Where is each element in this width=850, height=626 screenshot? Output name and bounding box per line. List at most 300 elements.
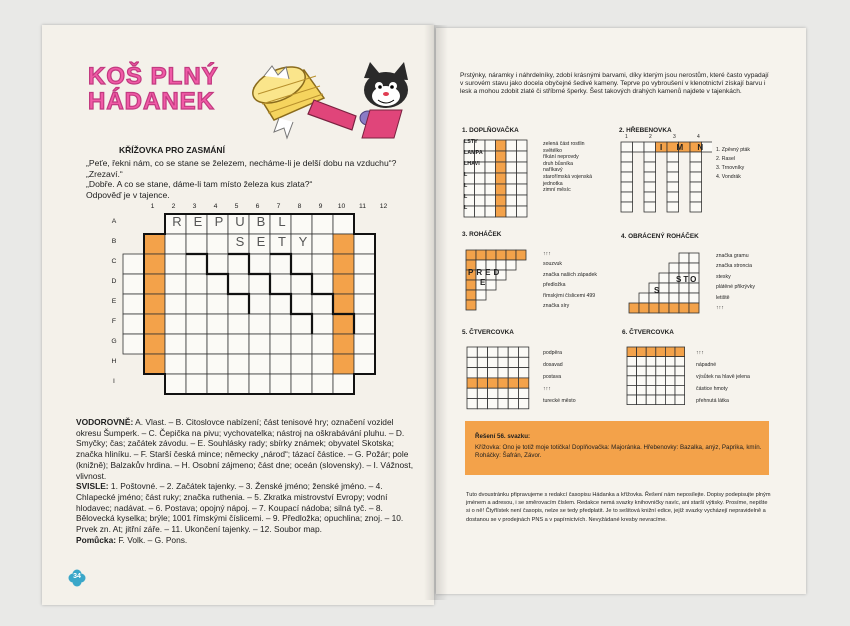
p1-cell[interactable] [517, 162, 528, 173]
p6-cell[interactable] [637, 385, 647, 395]
crossword-cell[interactable] [354, 354, 375, 374]
p1-cell[interactable] [517, 140, 528, 151]
p5-cell[interactable] [498, 399, 508, 409]
crossword-cell[interactable] [186, 254, 207, 274]
p5-cell[interactable] [488, 388, 498, 398]
p6-cell[interactable] [627, 395, 637, 405]
crossword-cell[interactable] [165, 374, 186, 394]
crossword-cell[interactable] [354, 254, 375, 274]
crossword-cell[interactable] [312, 314, 333, 334]
p1-cell[interactable] [506, 140, 517, 151]
crossword-cell[interactable] [270, 294, 291, 314]
p1-cell[interactable] [506, 195, 517, 206]
p6-cell[interactable] [656, 357, 666, 367]
p2-cell[interactable] [644, 172, 656, 182]
p1-cell[interactable] [485, 162, 496, 173]
p5-cell[interactable] [467, 378, 477, 388]
p2-cell[interactable] [690, 152, 702, 162]
p1-cell[interactable] [485, 173, 496, 184]
p2-cell[interactable] [644, 162, 656, 172]
p1-cell[interactable] [496, 173, 507, 184]
p5-cell[interactable] [519, 388, 529, 398]
p3-cell[interactable] [466, 280, 476, 290]
crossword-cell[interactable] [312, 374, 333, 394]
crossword-cell[interactable] [123, 334, 144, 354]
col-number: 12 [379, 203, 388, 210]
p2-cell[interactable] [667, 192, 679, 202]
crossword-cell[interactable] [144, 274, 165, 294]
p2-cell[interactable] [621, 152, 633, 162]
crossword-cell[interactable] [333, 354, 354, 374]
crossword-cell[interactable] [333, 254, 354, 274]
p3-cell[interactable] [486, 250, 496, 260]
p6-cell[interactable] [665, 385, 675, 395]
p6-cell[interactable] [627, 385, 637, 395]
puzzle4-grid[interactable] [628, 252, 702, 322]
crossword-cell[interactable] [207, 274, 228, 294]
p1-letter-row: L [464, 183, 468, 189]
crossword-cell[interactable] [249, 314, 270, 334]
p2-cell[interactable] [644, 152, 656, 162]
p2-cell[interactable] [621, 162, 633, 172]
crossword-cell[interactable] [333, 294, 354, 314]
puzzle6-grid[interactable] [626, 346, 686, 410]
crossword-cell[interactable] [249, 254, 270, 274]
crossword-cell[interactable] [186, 274, 207, 294]
crossword-cell[interactable] [207, 234, 228, 254]
crossword-cell[interactable] [228, 294, 249, 314]
p5-cell[interactable] [477, 378, 487, 388]
row-letter: E [111, 298, 117, 305]
p6-cell[interactable] [665, 395, 675, 405]
crossword-cell[interactable] [165, 274, 186, 294]
crossword-cell[interactable] [207, 374, 228, 394]
crossword-cell[interactable] [207, 354, 228, 374]
p4-cell[interactable] [679, 263, 689, 273]
p6-cell[interactable] [665, 357, 675, 367]
p3-cell[interactable] [506, 260, 516, 270]
crossword-cell[interactable] [270, 334, 291, 354]
p5-cell[interactable] [488, 347, 498, 357]
p6-cell[interactable] [656, 366, 666, 376]
crossword-cell[interactable] [207, 254, 228, 274]
crossword-cell[interactable] [270, 254, 291, 274]
p1-cell[interactable] [506, 184, 517, 195]
grid-letter: P [214, 214, 224, 229]
p6-cell[interactable] [675, 395, 685, 405]
p5-cell[interactable] [488, 357, 498, 367]
p6-cell[interactable] [637, 347, 647, 357]
p2-cell[interactable] [621, 202, 633, 212]
p5-cell[interactable] [498, 368, 508, 378]
p6-cell[interactable] [675, 357, 685, 367]
grid-letter: L [278, 214, 286, 229]
p5-cell[interactable] [467, 388, 477, 398]
p1-cell[interactable] [496, 140, 507, 151]
p2-cell[interactable] [667, 162, 679, 172]
crossword-cell[interactable] [228, 334, 249, 354]
p1-clue: zelená část rostlin [543, 141, 585, 147]
p4-clue: stesky [716, 273, 731, 280]
p2-cell[interactable] [667, 152, 679, 162]
crossword-cell[interactable] [186, 314, 207, 334]
p6-cell[interactable] [656, 347, 666, 357]
p6-cell[interactable] [656, 395, 666, 405]
p6-cell[interactable] [646, 385, 656, 395]
p5-cell[interactable] [467, 399, 477, 409]
puzzle3-grid[interactable] [465, 249, 533, 319]
crossword-cell[interactable] [123, 294, 144, 314]
p5-cell[interactable] [498, 388, 508, 398]
crossword-cell[interactable] [291, 294, 312, 314]
p1-cell[interactable] [485, 195, 496, 206]
p2-cell[interactable] [644, 182, 656, 192]
p5-clue: podpěra [543, 350, 563, 356]
p5-cell[interactable] [519, 378, 529, 388]
crossword-cell[interactable] [165, 314, 186, 334]
p2-cell[interactable] [667, 202, 679, 212]
crossword-cell[interactable] [333, 334, 354, 354]
crossword-cell[interactable] [123, 314, 144, 334]
p4-cell[interactable] [679, 283, 689, 293]
p6-cell[interactable] [646, 357, 656, 367]
p2-cell[interactable] [644, 192, 656, 202]
crossword-cell[interactable] [186, 294, 207, 314]
p6-cell[interactable] [637, 395, 647, 405]
crossword-cell[interactable] [270, 374, 291, 394]
p6-cell[interactable] [665, 376, 675, 386]
p3-cell[interactable] [516, 250, 526, 260]
p1-cell[interactable] [485, 151, 496, 162]
p4-cell[interactable] [639, 303, 649, 313]
p6-cell[interactable] [675, 385, 685, 395]
p4-cell[interactable] [649, 303, 659, 313]
p4-cell[interactable] [689, 253, 699, 263]
clues-across [76, 417, 416, 481]
clues-across-text: A. Vlast. – B. Citoslovce nabízení; část tenisové hry; označení vozidel okresu Šumperk. – C. Čepička na pivu; vychovatelka; nástroj na oškrabávání pluhu. – D. Smyčky; čas; začátek závodu. – E. Souhlásky rady; sbírky známek; obyvatel Skotska; značka hliníku. – F. Starší česká mince; německy „národ“; tázací částice. – G. Požár; pole (knižně); Balzakův hrdina. – H. Osobní zájmeno; část dne; oceán (slovensky). – I. Vážnost, vlivnost. [76, 417, 414, 481]
clues-down [76, 481, 416, 535]
crossword-cell[interactable] [354, 334, 375, 354]
crossword-cell[interactable] [228, 314, 249, 334]
p4-cell[interactable] [669, 303, 679, 313]
crossword-cell[interactable] [312, 334, 333, 354]
p1-cell[interactable] [506, 162, 517, 173]
crossword-cell[interactable] [249, 294, 270, 314]
p6-cell[interactable] [627, 347, 637, 357]
p2-cell[interactable] [690, 182, 702, 192]
p5-cell[interactable] [477, 388, 487, 398]
crossword-cell[interactable] [165, 254, 186, 274]
p4-clue: plátěné přikrývky [716, 284, 755, 291]
p5-cell[interactable] [519, 357, 529, 367]
p3-letters-col: E [480, 278, 486, 287]
crossword-cell[interactable] [123, 274, 144, 294]
p5-cell[interactable] [498, 378, 508, 388]
p6-cell[interactable] [656, 385, 666, 395]
crossword-cell[interactable] [186, 354, 207, 374]
page-number: 34 [73, 573, 81, 580]
crossword-cell[interactable] [354, 274, 375, 294]
p5-cell[interactable] [508, 388, 518, 398]
p2-cell[interactable] [633, 142, 645, 152]
col-number: 7 [276, 203, 281, 210]
p5-cell[interactable] [508, 357, 518, 367]
p4-cell[interactable] [689, 283, 699, 293]
p1-letter-row: LSTY [464, 139, 478, 145]
crossword-cell[interactable] [165, 334, 186, 354]
clues-down-label: SVISLE: [76, 481, 109, 492]
p4-cell[interactable] [689, 263, 699, 273]
p4-cell[interactable] [689, 293, 699, 303]
p6-cell[interactable] [675, 366, 685, 376]
crossword-cell[interactable] [333, 274, 354, 294]
crossword-cell[interactable] [249, 354, 270, 374]
puzzle5-grid[interactable] [466, 346, 530, 410]
crossword-cell[interactable] [291, 314, 312, 334]
p1-cell[interactable] [485, 206, 496, 217]
p1-letter-row: LAMPA [464, 150, 483, 156]
p5-cell[interactable] [498, 357, 508, 367]
p6-cell[interactable] [637, 357, 647, 367]
crossword-cell[interactable] [228, 354, 249, 374]
p1-cell[interactable] [517, 151, 528, 162]
p4-cell[interactable] [659, 303, 669, 313]
crossword-cell[interactable] [228, 254, 249, 274]
p2-cell[interactable] [690, 192, 702, 202]
row-letter: D [111, 278, 117, 285]
row-letter: B [111, 238, 117, 245]
crossword-cell[interactable] [165, 234, 186, 254]
p6-cell[interactable] [637, 376, 647, 386]
intro-line-3: „Dobře. A co se stane, dáme-li tam místo železa kus zlata?“ [86, 179, 313, 189]
p1-cell[interactable] [496, 162, 507, 173]
p1-cell[interactable] [496, 195, 507, 206]
p6-cell[interactable] [637, 366, 647, 376]
crossword-cell[interactable] [144, 254, 165, 274]
p5-cell[interactable] [477, 368, 487, 378]
p4-cell[interactable] [679, 253, 689, 263]
crossword-cell[interactable] [228, 274, 249, 294]
p1-cell[interactable] [517, 206, 528, 217]
p4-cell[interactable] [659, 293, 669, 303]
crossword-cell[interactable] [144, 334, 165, 354]
p2-cell[interactable] [621, 172, 633, 182]
p5-cell[interactable] [467, 368, 477, 378]
p2-clue: 3. Trnovníky [716, 165, 745, 171]
p6-cell[interactable] [665, 347, 675, 357]
p3-cell[interactable] [476, 250, 486, 260]
crossword-cell[interactable] [270, 354, 291, 374]
crossword-heading: KŘÍŽOVKA PRO ZASMÁNÍ [119, 145, 225, 155]
crossword-cell[interactable] [312, 294, 333, 314]
p3-cell[interactable] [476, 290, 486, 300]
puzzle6-clues [696, 350, 771, 410]
p2-cell[interactable] [621, 142, 633, 152]
crossword-cell[interactable] [354, 294, 375, 314]
puzzle1-letters [464, 139, 483, 216]
p3-cell[interactable] [466, 290, 476, 300]
p4-cell[interactable] [689, 303, 699, 313]
puzzle3-clues [543, 251, 618, 313]
crossword-cell[interactable] [144, 354, 165, 374]
grid-letter: E [193, 214, 203, 229]
row-letter: G [111, 338, 117, 345]
crossword-intro [86, 158, 416, 200]
p4-cell[interactable] [659, 273, 669, 283]
crossword-cell[interactable] [228, 374, 249, 394]
crossword-cell[interactable] [249, 274, 270, 294]
p4-cell[interactable] [669, 293, 679, 303]
p5-cell[interactable] [508, 399, 518, 409]
puzzle4-clues [716, 253, 776, 315]
p2-cell[interactable] [621, 182, 633, 192]
p4-cell[interactable] [679, 303, 689, 313]
p4-cell[interactable] [679, 293, 689, 303]
p5-cell[interactable] [519, 368, 529, 378]
p2-cell[interactable] [644, 142, 656, 152]
p6-cell[interactable] [646, 366, 656, 376]
crossword-cell[interactable] [207, 294, 228, 314]
crossword-cell[interactable] [291, 214, 312, 234]
crossword-cell[interactable] [312, 354, 333, 374]
crossword-cell[interactable] [207, 314, 228, 334]
p5-cell[interactable] [498, 347, 508, 357]
p4-letters-col: S [654, 286, 660, 295]
p2-cell[interactable] [690, 172, 702, 182]
p1-letter-row: L [464, 194, 468, 200]
crossword-cell[interactable] [144, 294, 165, 314]
p1-cell[interactable] [506, 206, 517, 217]
puzzle5-title: 5. ČTVERCOVKA [462, 329, 514, 336]
p2-cell[interactable] [621, 192, 633, 202]
crossword-cell[interactable] [123, 254, 144, 274]
p6-cell[interactable] [627, 357, 637, 367]
p5-cell[interactable] [477, 399, 487, 409]
crossword-cell[interactable] [312, 214, 333, 234]
crossword-cell[interactable] [186, 374, 207, 394]
p1-cell[interactable] [496, 151, 507, 162]
p3-clue: římskými číslicemi 499 [543, 292, 596, 299]
p3-cell[interactable] [466, 250, 476, 260]
p5-cell[interactable] [519, 399, 529, 409]
p2-cell[interactable] [690, 162, 702, 172]
puzzle2-clues [716, 147, 776, 183]
p1-cell[interactable] [517, 184, 528, 195]
p6-cell[interactable] [656, 376, 666, 386]
p1-clue: zimní měsíc [543, 187, 571, 194]
crossword-cell[interactable] [165, 294, 186, 314]
p5-cell[interactable] [508, 378, 518, 388]
puzzle3-title: 3. ROHÁČEK [462, 231, 502, 238]
p2-cell[interactable] [690, 202, 702, 212]
p2-clue: 4. Vondrák [716, 174, 741, 180]
crossword-cell[interactable] [144, 314, 165, 334]
p5-cell[interactable] [488, 399, 498, 409]
crossword-cell[interactable] [249, 374, 270, 394]
p6-cell[interactable] [627, 366, 637, 376]
p5-cell[interactable] [467, 357, 477, 367]
crossword-cell[interactable] [291, 334, 312, 354]
p6-cell[interactable] [627, 376, 637, 386]
p1-cell[interactable] [496, 184, 507, 195]
p2-cell[interactable] [644, 202, 656, 212]
p3-cell[interactable] [506, 250, 516, 260]
puzzle2-title: 2. HŘEBENOVKA [619, 127, 672, 134]
crossword-cell[interactable] [312, 254, 333, 274]
crossword-cell[interactable] [333, 314, 354, 334]
p3-cell[interactable] [496, 250, 506, 260]
p6-cell[interactable] [665, 366, 675, 376]
p4-cell[interactable] [669, 283, 679, 293]
p1-cell[interactable] [517, 195, 528, 206]
crossword-cell[interactable] [291, 374, 312, 394]
p1-cell[interactable] [506, 173, 517, 184]
crossword-cell[interactable] [333, 234, 354, 254]
p6-cell[interactable] [675, 347, 685, 357]
p3-clue: značka našich západek [543, 271, 597, 278]
crossword-cell[interactable] [165, 354, 186, 374]
p5-cell[interactable] [477, 357, 487, 367]
crossword-cell[interactable] [333, 214, 354, 234]
crossword-cell[interactable] [207, 334, 228, 354]
p1-letter-row: L [464, 205, 468, 211]
p4-cell[interactable] [629, 303, 639, 313]
solution-box [465, 421, 769, 475]
crossword-cell[interactable] [249, 334, 270, 354]
crossword-cell[interactable] [312, 274, 333, 294]
p1-cell[interactable] [485, 140, 496, 151]
p5-cell[interactable] [508, 368, 518, 378]
p6-cell[interactable] [646, 376, 656, 386]
p3-cell[interactable] [486, 280, 496, 290]
crossword-cell[interactable] [312, 234, 333, 254]
p2-cell[interactable] [667, 182, 679, 192]
p4-cell[interactable] [639, 293, 649, 303]
p4-cell[interactable] [669, 263, 679, 273]
crossword-cell[interactable] [291, 354, 312, 374]
clues-down-text: 1. Poštovné. – 2. Začátek tajenky. – 3. Ženské jméno; ženské jméno. – 4. Chlapecké jméno; část ruky; značka ruthenia. – 5. Zkratka mistrovství Evropy; vodní hlodavec; nadávat. – 6. Postava; opojný nápoj. – 7. Koupací nádoba; silná tyč. – 8. Bělovecká kyselka; brýle; 1001 římskými číslicemi. – 9. Předložka; opuchlina; znoj. – 10. Prvek zn. At; jitřní záře. – 11. Ukončení tajenky. – 12. Soubor map. [76, 481, 404, 535]
p6-clue: výsůtek na hlavě jelena [696, 374, 750, 380]
p5-cell[interactable] [519, 347, 529, 357]
p6-cell[interactable] [675, 376, 685, 386]
p4-clue: značka gramu [716, 253, 749, 259]
crossword-cell[interactable] [333, 374, 354, 394]
crossword-cell[interactable] [291, 274, 312, 294]
p1-cell[interactable] [496, 206, 507, 217]
p1-cell[interactable] [517, 173, 528, 184]
p3-cell[interactable] [466, 300, 476, 310]
crossword-cell[interactable] [291, 254, 312, 274]
p6-cell[interactable] [646, 347, 656, 357]
crossword-cell[interactable] [354, 314, 375, 334]
p4-cell[interactable] [659, 283, 669, 293]
p5-cell[interactable] [508, 347, 518, 357]
p6-cell[interactable] [646, 395, 656, 405]
p5-cell[interactable] [488, 368, 498, 378]
crossword-cell[interactable] [270, 274, 291, 294]
crossword-cell[interactable] [270, 314, 291, 334]
p1-cell[interactable] [506, 151, 517, 162]
crossword-cell[interactable] [354, 234, 375, 254]
crossword-cell[interactable] [144, 234, 165, 254]
p1-cell[interactable] [485, 184, 496, 195]
p5-cell[interactable] [467, 347, 477, 357]
p5-cell[interactable] [488, 378, 498, 388]
p2-cell[interactable] [667, 172, 679, 182]
crossword-cell[interactable] [186, 234, 207, 254]
p5-cell[interactable] [477, 347, 487, 357]
crossword-cell[interactable] [186, 334, 207, 354]
